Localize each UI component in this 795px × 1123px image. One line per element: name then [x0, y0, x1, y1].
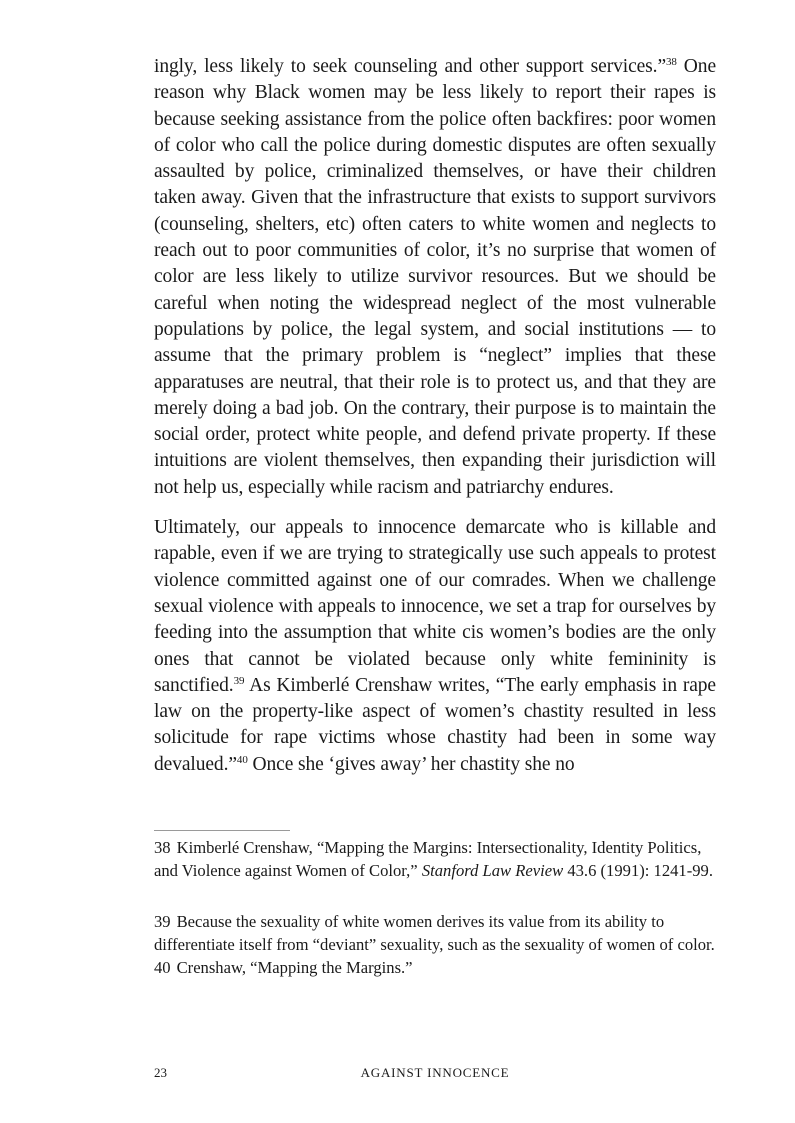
paragraph-1 [154, 54, 716, 501]
footnote-ref-38[interactable]: 38 [666, 56, 677, 68]
footnote-text: Because the sexuality of white women derives its value from its ability to differentiate itself from “deviant” sexuality, such as the sexuality of women of color. [154, 911, 715, 954]
footnote-text: Crenshaw, “Mapping the Margins.” [176, 958, 413, 978]
paragraph-1-rest: One reason why Black women may be less likely to report their rapes is because seeking assistance from the police often backfires: poor women of color who call the police during domestic disputes are often sexually assaulted by police, criminalized themselves, or have their children taken away. Given that the infrastructure that exists to support survivors (counseling, shelters, etc) often caters to white women and neglects to reach out to poor communities of color, it’s no surprise that women of color are less likely to utilize survivor resources. But we should be careful when noting the widespread neglect of the most vulnerable populations by police, the legal system, and social institutions — to assume that the primary problem is “neglect” implies that these apparatuses are neutral, that their role is to protect us, and that they are merely doing a bad job. On the contrary, their purpose is to maintain the social order, protect white people, and defend private property. If these intuitions are violent themselves, then expanding their jurisdiction will not help us, especially while racism and patriarchy endures. [154, 56, 716, 498]
page-number: 23 [154, 1065, 167, 1080]
footnote-38 [154, 836, 716, 883]
footnote-divider [154, 830, 290, 831]
paragraph-2 [154, 515, 716, 778]
paragraph-2-part-b: As Kimberlé Crenshaw writes, “The early emphasis in rape law on the property-like aspect of women’s chastity resulted in less solicitude for rape victims whose chastity had been in some way devalued.” [154, 674, 716, 775]
footnote-citation: 43.6 (1991): 1241-99. [563, 861, 713, 881]
footnotes [154, 836, 716, 979]
footnote-39 [154, 910, 716, 957]
journal-title: Stanford Law Review [421, 861, 564, 881]
paragraph-2-part-a: Ultimately, our appeals to innocence demarcate who is killable and rapable, even if we are trying to strategically use such appeals to protest violence committed against one of our comrades. When we challenge sexual violence with appeals to innocence, we set a trap for ourselves by feeding into the assumption that white cis women’s bodies are the only ones that cannot be violated because only white femininity is sanctified. [154, 517, 716, 696]
footnote-number: 39 [154, 911, 171, 931]
paragraph-2-part-c: Once she ‘gives away’ her chastity she no [247, 753, 575, 775]
paragraph-1-start: ingly, less likely to seek counseling and other support services.” [154, 56, 666, 77]
running-head: AGAINST INNOCENCE [360, 1065, 510, 1080]
footnote-number: 40 [154, 958, 171, 978]
main-text [154, 54, 716, 778]
footnote-text: Kimberlé Crenshaw, “Mapping the Margins: Intersectionality, Identity Politics, and Violence against Women of Color,” [154, 838, 702, 881]
footnote-ref-40[interactable]: 40 [236, 753, 248, 766]
footnote-40 [154, 956, 716, 979]
footnote-ref-39[interactable]: 39 [233, 674, 245, 687]
footnote-number: 38 [154, 838, 171, 857]
